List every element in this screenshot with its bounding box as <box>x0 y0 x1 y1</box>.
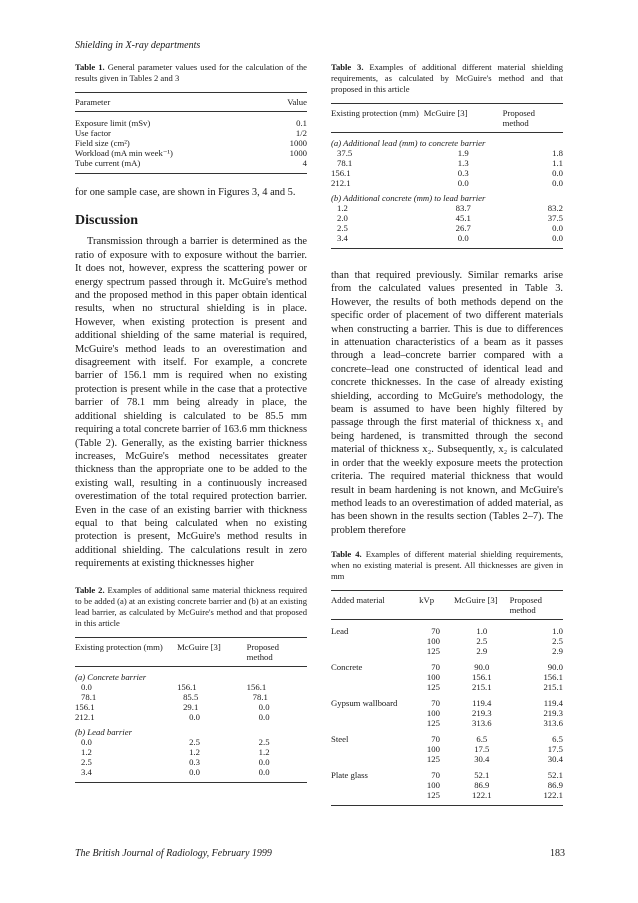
table-row <box>331 203 563 213</box>
cell: 6.5 <box>476 734 488 745</box>
cell: Exposure limit (mSv) <box>75 118 151 128</box>
table-row <box>75 128 307 138</box>
material-cell <box>331 780 419 790</box>
table2-caption-text: Examples of additional same material thickness required to be added (a) at an existing concrete barrier and (b) at an existing lead barrier, as calculated by McGuire's method and that proposed in this article <box>75 584 307 628</box>
cell: 3.4 <box>337 233 348 243</box>
table4-caption <box>331 549 563 582</box>
cell: 119.4 <box>472 698 492 709</box>
table3-label: Table 3. <box>331 62 364 72</box>
cell: 1.8 <box>552 148 563 158</box>
material-cell <box>331 754 419 764</box>
table4-header-mcguire: McGuire [3] <box>453 595 498 606</box>
cell: 0.0 <box>258 766 270 777</box>
cell: 90.0 <box>547 662 563 673</box>
cell: 0.0 <box>457 233 469 243</box>
cell: 0.0 <box>552 178 563 188</box>
cell: 0.0 <box>81 736 92 747</box>
table-row <box>75 118 307 128</box>
cell: 78.1 <box>252 691 268 702</box>
cell: 156.1 <box>331 168 351 178</box>
table-row <box>75 692 307 702</box>
cell: 1.2 <box>337 203 348 213</box>
cell: 52.1 <box>474 770 490 781</box>
table-row <box>331 790 563 806</box>
table3-header-existing: Existing protection (mm) <box>331 108 419 118</box>
cell: 70 <box>431 770 440 781</box>
table4-header-material: Added material <box>331 595 385 606</box>
cell: 0.0 <box>258 701 270 712</box>
cell: 70 <box>431 698 440 709</box>
cell: 90.0 <box>474 662 490 673</box>
cell: 125 <box>426 718 440 729</box>
cell: 100 <box>426 672 440 683</box>
cell: 17.5 <box>547 744 563 755</box>
cell: 6.5 <box>552 734 563 745</box>
table-row <box>331 754 563 764</box>
table-row <box>331 698 563 708</box>
table-row <box>75 138 307 148</box>
cell: 1.0 <box>552 626 563 637</box>
cell: 1.3 <box>457 158 469 168</box>
cell: 212.1 <box>331 178 351 188</box>
cell: 0.3 <box>457 168 469 178</box>
material-cell: Gypsum wallboard <box>331 698 398 709</box>
cell: 212.1 <box>75 711 95 722</box>
cell: 156.1 <box>177 681 197 692</box>
cell: 78.1 <box>81 691 97 702</box>
cell: 1.2 <box>189 746 200 757</box>
table1-caption-text: General parameter values used for the calculation of the results given in Tables 2 and 3 <box>75 62 307 83</box>
table3-caption-text: Examples of additional different material shielding requirements, as calculated by McGuire's method and that proposed in this article <box>331 62 563 94</box>
cell: 313.6 <box>543 718 563 729</box>
cell: 1000 <box>289 138 307 148</box>
cell: 85.5 <box>183 691 199 702</box>
cell: 2.9 <box>552 646 563 657</box>
cell: 83.7 <box>455 203 471 213</box>
cell: 52.1 <box>547 770 563 781</box>
cell: 2.5 <box>81 756 92 767</box>
table-row <box>331 708 563 718</box>
cell: 0.0 <box>189 711 200 722</box>
cell: 2.5 <box>258 736 270 747</box>
table-row <box>75 737 307 747</box>
cell: Workload (mA min week⁻¹) <box>75 148 173 158</box>
material-cell <box>331 672 419 682</box>
cell: 2.5 <box>476 636 488 647</box>
cell: 156.1 <box>472 672 492 683</box>
table1-header-parameter: Parameter <box>75 97 111 107</box>
cell: 29.1 <box>183 701 199 712</box>
material-cell: Concrete <box>331 662 363 673</box>
table2-header-proposed: Proposed method <box>246 641 280 662</box>
cell: 2.5 <box>337 223 348 233</box>
material-cell <box>331 682 419 692</box>
left-column <box>75 62 307 783</box>
cell: 37.5 <box>547 213 563 223</box>
table-row <box>331 646 563 656</box>
discussion-paragraph: Transmission through a barrier is determined as the ratio of exposure with to exposure without the barrier. It does not, however, express the scattering power or energy spectrum passed through it. McGuire's method and the proposed method in this paper obtain identical results, when no structural shielding is in place. However, when existing protection is present and additional shielding of the same material is required, McGuire's method leads to an overestimation and disagreement with itself. For example, a concrete barrier of 156.1 mm is required when no existing protection is present while in the case that a protective barrier of 78.1 mm being already in place, the additional shielding is calculated to be 85.5 mm requiring a total concrete barrier of 163.6 mm thickness (Table 2). Generally, as the existing barrier thickness increases, McGuire's method necessitates greater thickness than the appropriate one to be added to the existing wall, resulting in a continuously increased overestimation of the total required protection barrier. Even in the case of an existing barrier with thickness equal to that being calculated when no existing protection is present, McGuire's method results in additional shielding. The calculations result in zero requirements at existing thicknesses higher <box>75 236 307 570</box>
table3-section-a: (a) Additional lead (mm) to concrete barrier <box>331 138 486 148</box>
cell: 0.1 <box>296 118 307 128</box>
table-row <box>75 747 307 757</box>
right-column <box>331 62 563 806</box>
footer-journal: The British Journal of Radiology, February 1999 <box>75 848 272 859</box>
cell: 122.1 <box>543 790 563 801</box>
cell: 1.2 <box>81 746 92 757</box>
table4-caption-text: Examples of different material shielding requirements, when no existing material is present. All thicknesses are given in mm <box>331 549 563 582</box>
cell: 83.2 <box>547 203 563 213</box>
table2 <box>75 637 307 783</box>
table1 <box>75 92 307 174</box>
cell: Tube current (mA) <box>75 158 141 168</box>
table-row <box>75 148 307 158</box>
table-row <box>331 168 563 178</box>
cell: 313.6 <box>472 718 492 729</box>
body-text-sample-case: for one sample case, are shown in Figures 3, 4 and 5. <box>75 187 296 198</box>
cell: 219.3 <box>472 708 492 719</box>
table-row <box>75 767 307 783</box>
cell: 0.0 <box>189 766 200 777</box>
table2-header-existing: Existing protection (mm) <box>75 641 163 652</box>
table-row <box>331 233 563 249</box>
cell: 100 <box>426 744 440 755</box>
cell: 17.5 <box>474 744 490 755</box>
cell: 2.5 <box>189 736 200 747</box>
material-cell: Lead <box>331 626 349 637</box>
cell: 100 <box>426 636 440 647</box>
cell: 0.0 <box>258 711 270 722</box>
cell: 86.9 <box>474 780 490 791</box>
cell: 26.7 <box>455 223 471 233</box>
cell: 215.1 <box>472 682 492 693</box>
cell: 125 <box>426 754 440 765</box>
cell: 45.1 <box>455 213 471 223</box>
table-row <box>331 626 563 636</box>
cell: 0.0 <box>552 233 563 243</box>
table1-header-value: Value <box>287 97 307 107</box>
table-row <box>331 780 563 790</box>
cell: 0.0 <box>552 223 563 233</box>
table-row <box>331 213 563 223</box>
table-row <box>331 734 563 744</box>
table3-caption <box>331 62 563 95</box>
cell: 3.4 <box>81 766 92 777</box>
table-row <box>331 672 563 682</box>
cell: 156.1 <box>75 701 95 712</box>
discussion-heading: Discussion <box>75 213 139 229</box>
table3-header-proposed: Proposed method <box>502 108 536 128</box>
table-row <box>331 636 563 646</box>
table-row <box>331 682 563 692</box>
cell: 122.1 <box>472 790 492 801</box>
table2-header-mcguire: McGuire [3] <box>177 641 221 652</box>
table-row <box>331 718 563 728</box>
table4-header-proposed: Proposed method <box>509 595 542 616</box>
table-row <box>331 744 563 754</box>
table2-caption <box>75 585 307 629</box>
table3 <box>331 103 563 249</box>
cell: 0.0 <box>552 168 563 178</box>
cell: 30.4 <box>474 754 490 765</box>
table-row <box>75 757 307 767</box>
cell: 1.0 <box>476 626 488 637</box>
cell: 100 <box>426 780 440 791</box>
table-row <box>331 178 563 188</box>
cell: 125 <box>426 682 440 693</box>
footer-page-number: 183 <box>550 848 565 859</box>
cell: 0.3 <box>189 756 200 767</box>
table3-section-b: (b) Additional concrete (mm) to lead barrier <box>331 193 486 203</box>
table-row <box>75 682 307 692</box>
table-row <box>75 702 307 712</box>
table3-header-mcguire: McGuire [3] <box>423 108 468 118</box>
cell: 1.2 <box>258 746 270 757</box>
cell: 2.0 <box>337 213 348 223</box>
material-cell: Steel <box>331 734 349 745</box>
cell: 2.5 <box>552 636 563 647</box>
table-row <box>75 158 307 174</box>
cell: 70 <box>431 734 440 745</box>
cell: Use factor <box>75 128 111 138</box>
cell: 70 <box>431 626 440 637</box>
material-cell <box>331 646 419 656</box>
cell: 0.0 <box>258 756 270 767</box>
table-row <box>331 223 563 233</box>
material-cell <box>331 636 419 646</box>
running-head: Shielding in X-ray departments <box>75 40 201 51</box>
material-cell <box>331 790 419 806</box>
cell: 219.3 <box>543 708 563 719</box>
cell: Field size (cm²) <box>75 138 130 148</box>
table2-section-b: (b) Lead barrier <box>75 726 132 737</box>
cell: 125 <box>426 646 440 657</box>
table-row <box>331 148 563 158</box>
cell: 1.1 <box>552 158 563 168</box>
material-cell <box>331 744 419 754</box>
right-paragraph: than that required previously. Similar remarks arise from the calculated values presented in Table 3. However, the results of both methods depend on the specific order of placement of two different materials when constructing a barrier. This is due to differences in attenuation characteristics of a beam as it passes through a lead–concrete barrier compared with a concrete–lead one constructed of identical lead and concrete thicknesses. In the case of already existing shielding, according to McGuire's methodology, the beam is assumed to have been highly filtered by passage through the first material of thickness x₁ and being hardened, is transmitted through the second material of thickness x₂. Subsequently, x₂ is calculated in order that the weekly exposure meets the protection criteria. The required material thickness that would result in beam hardening is not known, and McGuire's method leads to an overestimation of added material, as has been shown in the results section (Tables 2–7). The problem therefore <box>331 270 563 536</box>
cell: 4 <box>302 158 307 168</box>
table2-section-a: (a) Concrete barrier <box>75 671 147 682</box>
table-row <box>331 158 563 168</box>
material-cell <box>331 718 419 728</box>
cell: 30.4 <box>547 754 563 765</box>
cell: 0.0 <box>457 178 469 188</box>
material-cell: Plate glass <box>331 770 368 781</box>
material-cell <box>331 708 419 718</box>
table2-label: Table 2. <box>75 584 105 595</box>
table-row <box>331 662 563 672</box>
cell: 156.1 <box>543 672 563 683</box>
cell: 156.1 <box>246 681 267 692</box>
table4-header-kvp: kVp <box>419 595 435 606</box>
cell: 86.9 <box>547 780 563 791</box>
table1-caption <box>75 62 307 84</box>
cell: 125 <box>426 790 440 801</box>
cell: 2.9 <box>476 646 488 657</box>
cell: 1.9 <box>457 148 469 158</box>
cell: 1000 <box>289 148 307 158</box>
table-row <box>331 770 563 780</box>
cell: 0.0 <box>81 681 92 692</box>
cell: 100 <box>426 708 440 719</box>
table4 <box>331 590 563 806</box>
cell: 78.1 <box>337 158 353 168</box>
cell: 1/2 <box>295 128 307 138</box>
cell: 70 <box>431 662 440 673</box>
table1-label: Table 1. <box>75 62 105 72</box>
cell: 37.5 <box>337 148 353 158</box>
cell: 215.1 <box>543 682 563 693</box>
table-row <box>75 712 307 722</box>
cell: 119.4 <box>543 698 563 709</box>
table4-label: Table 4. <box>331 549 362 560</box>
